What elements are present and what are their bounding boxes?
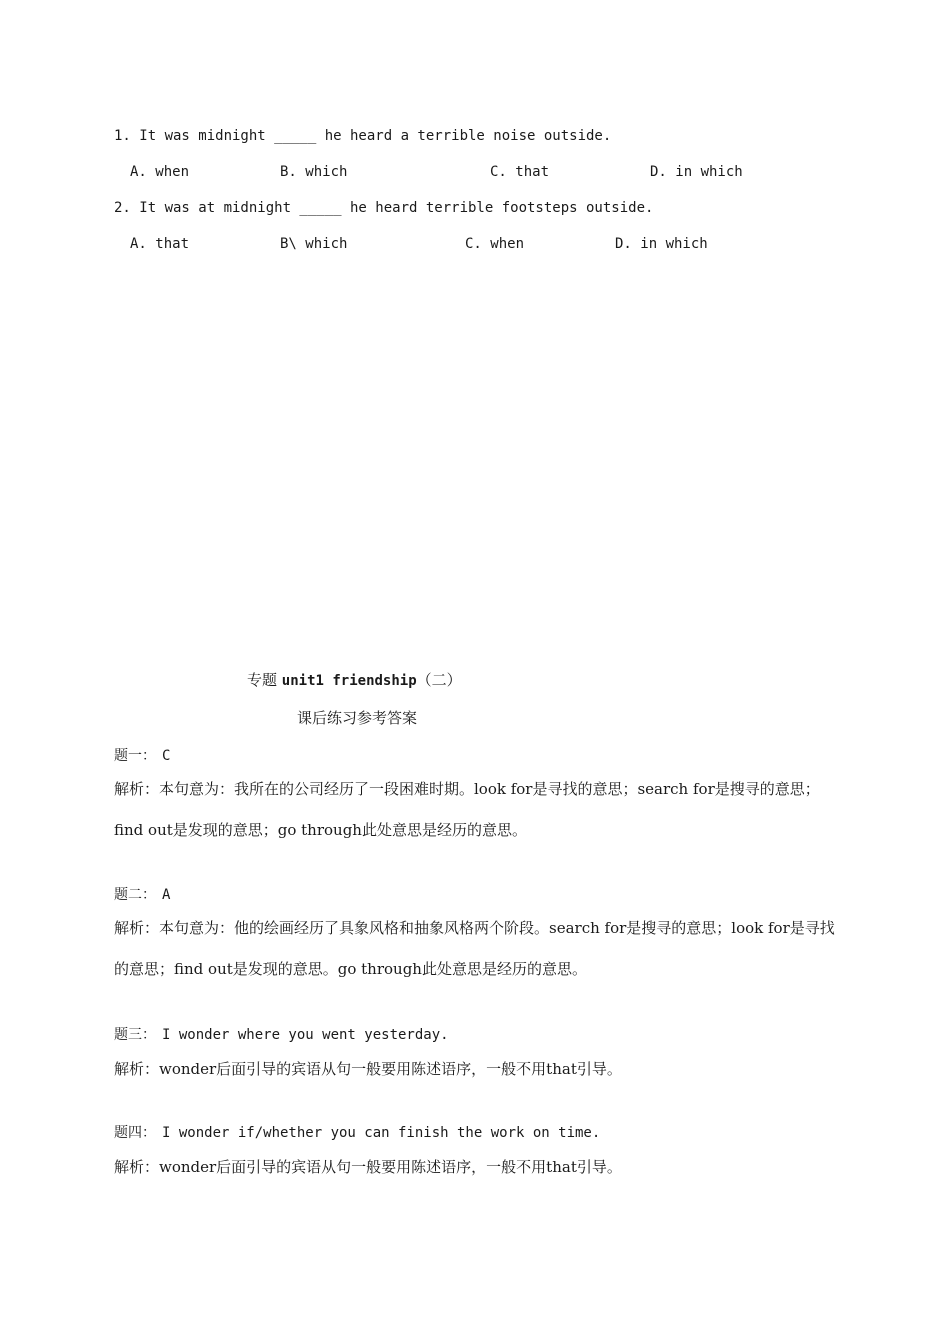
question-1-option-c: C. that (490, 164, 550, 180)
answer-2-value: A (162, 887, 171, 903)
answer-1-explanation: 解析：本句意为：我所在的公司经历了一段困难时期。look for是寻找的意思；search for是搜寻的意思；find out是发现的意思；go through此处意思是经历的意思。 (114, 780, 820, 839)
answer-4-heading (114, 1122, 600, 1142)
answer-1-heading (114, 745, 170, 765)
answer-3-explanation: 解析：wonder后面引导的宾语从句一般要用陈述语序，一般不用that引导。 (114, 1060, 622, 1078)
section-title-unit: unit1 friendship (281, 673, 417, 689)
question-1-option-a: A. when (130, 164, 190, 180)
section-title-prefix: 专题 (247, 671, 282, 689)
question-2-stem: 2. It was at midnight _____ he heard terrible footsteps outside. (114, 200, 654, 216)
answer-3-label: 题三： (114, 1027, 156, 1043)
answer-1-value: C (162, 748, 171, 764)
question-2-option-a: A. that (130, 236, 190, 252)
answer-3-value: I wonder where you went yesterday. (162, 1027, 449, 1043)
answer-2-label: 题二： (114, 887, 156, 903)
question-2-option-d: D. in which (615, 236, 708, 252)
answer-1-label: 题一： (114, 748, 156, 764)
question-1-option-d: D. in which (650, 164, 743, 180)
answer-4-label: 题四： (114, 1125, 156, 1141)
answer-4-value: I wonder if/whether you can finish the work on time. (162, 1125, 601, 1141)
question-2-option-c: C. when (465, 236, 525, 252)
section-title (247, 669, 462, 690)
answer-4-explanation: 解析：wonder后面引导的宾语从句一般要用陈述语序，一般不用that引导。 (114, 1158, 622, 1176)
question-2-option-b: B\ which (280, 236, 348, 252)
answer-2-explanation: 解析：本句意为：他的绘画经历了具象风格和抽象风格两个阶段。search for是搜寻的意思；look for是寻找的意思；find out是发现的意思。go through此处意思是经历的意思。 (114, 919, 835, 978)
answer-2-heading (114, 884, 170, 904)
answer-3-heading (114, 1024, 449, 1044)
section-subtitle: 课后练习参考答案 (297, 709, 418, 727)
section-title-suffix: （二） (416, 671, 462, 689)
question-1-option-b: B. which (280, 164, 348, 180)
question-1-stem: 1. It was midnight _____ he heard a terrible noise outside. (114, 128, 612, 144)
